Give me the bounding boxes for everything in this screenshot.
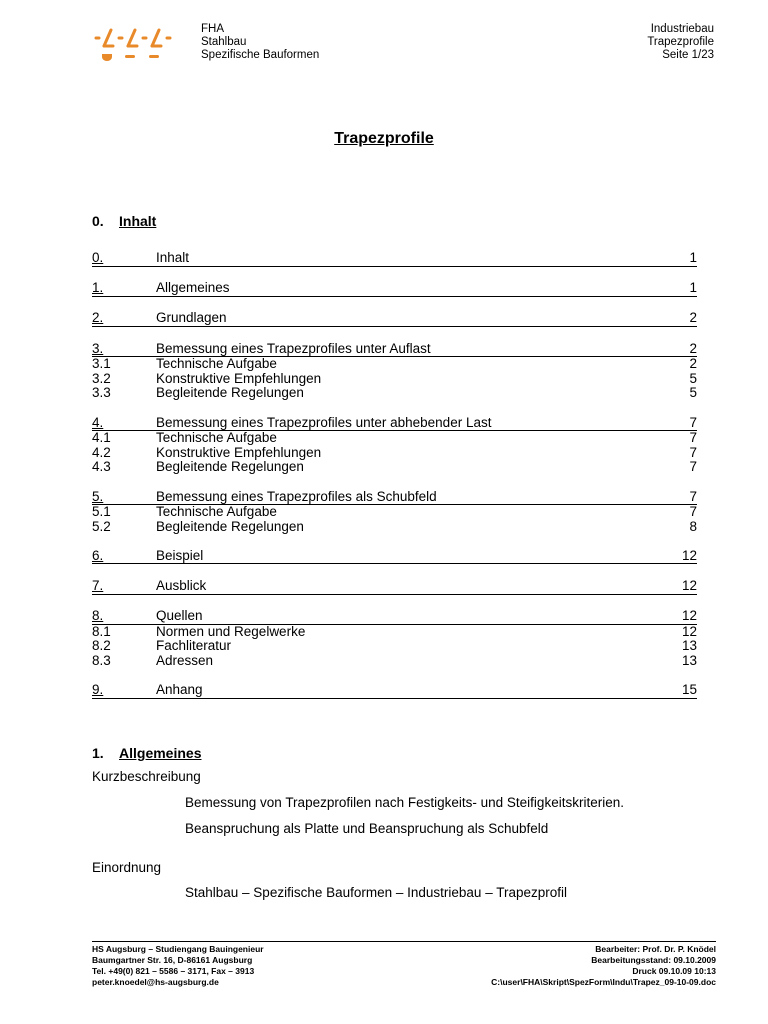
toc-entry[interactable] — [92, 579, 697, 595]
toc-entry[interactable] — [92, 683, 697, 699]
header-course: Spezifische Bauformen — [201, 49, 320, 61]
header-right — [647, 23, 714, 62]
toc-page: 1 — [689, 250, 697, 265]
kurzbeschreibung-line: Bemessung von Trapezprofilen nach Festigkeits- und Steifigkeitskriterien. — [185, 795, 624, 810]
toc-title: Quellen — [156, 608, 203, 624]
toc-number: 4.3 — [92, 459, 111, 475]
toc-page: 13 — [681, 653, 697, 669]
footer-right — [491, 944, 716, 988]
toc-title: Technische Aufgabe — [156, 356, 277, 372]
toc-page: 12 — [681, 623, 697, 639]
toc-number: 2. — [92, 310, 104, 326]
toc-entry[interactable] — [92, 416, 697, 432]
contents-heading-label: Inhalt — [119, 213, 157, 229]
table-of-contents — [92, 251, 697, 699]
section-1-heading — [92, 745, 201, 761]
toc-number: 9. — [92, 682, 104, 698]
document-title: Trapezprofile — [334, 130, 434, 147]
toc-number: 4. — [92, 414, 104, 430]
contents-heading — [92, 213, 156, 229]
institution-logo — [93, 24, 175, 64]
footer-address: Baumgartner Str. 16, D-86161 Augsburg — [92, 955, 253, 965]
footer-email[interactable]: peter.knoedel@hs-augsburg.de — [92, 977, 219, 987]
toc-entry[interactable] — [92, 311, 697, 327]
footer-phone: Tel. +49(0) 821 – 5586 – 3171, Fax – 3913 — [92, 966, 255, 976]
toc-number: 6. — [92, 547, 104, 563]
toc-subentry[interactable] — [92, 446, 697, 461]
toc-number: 5. — [92, 488, 104, 504]
contents-heading-number: 0. — [92, 213, 104, 229]
toc-title: Ausblick — [156, 578, 207, 594]
header-chapter: Industriebau — [650, 23, 714, 35]
toc-title: Bemessung eines Trapezprofiles als Schubfeld — [156, 488, 437, 504]
toc-subentry[interactable] — [92, 639, 697, 654]
toc-number: 5.1 — [92, 504, 111, 520]
toc-title: Konstruktive Empfehlungen — [156, 370, 322, 386]
toc-number: 8. — [92, 608, 104, 624]
toc-number: 5.2 — [92, 518, 111, 534]
toc-title: Allgemeines — [156, 280, 230, 296]
toc-entry[interactable] — [92, 342, 697, 358]
header-subject: Stahlbau — [201, 36, 247, 48]
toc-page: 7 — [689, 504, 697, 520]
footer-institution: HS Augsburg – Studiengang Bauingenieur — [92, 944, 264, 954]
header-left — [201, 23, 319, 62]
toc-number: 3. — [92, 340, 104, 356]
toc-title: Beispiel — [156, 547, 204, 563]
toc-entry[interactable] — [92, 609, 697, 625]
toc-title: Grundlagen — [156, 310, 227, 326]
header-institution: FHA — [201, 23, 224, 35]
toc-title: Begleitende Regelungen — [156, 385, 304, 401]
toc-page: 2 — [689, 310, 697, 326]
toc-title: Begleitende Regelungen — [156, 518, 304, 534]
toc-page: 7 — [689, 444, 697, 460]
einordnung-label: Einordnung — [92, 860, 162, 875]
toc-title: Bemessung eines Trapezprofiles unter Auflast — [156, 340, 431, 356]
toc-title: Fachliteratur — [156, 638, 232, 654]
toc-page: 7 — [689, 430, 697, 446]
toc-subentry[interactable] — [92, 625, 697, 640]
toc-title: Adressen — [156, 653, 214, 669]
toc-page: 13 — [681, 638, 697, 654]
toc-subentry[interactable] — [92, 431, 697, 446]
section-1-number: 1. — [92, 745, 104, 761]
toc-number: 3.3 — [92, 385, 111, 401]
toc-entry[interactable] — [92, 251, 697, 267]
toc-number: 1. — [92, 280, 104, 296]
toc-entry[interactable] — [92, 549, 697, 565]
toc-subentry[interactable] — [92, 505, 697, 520]
toc-title: Begleitende Regelungen — [156, 459, 304, 475]
toc-subentry[interactable] — [92, 654, 697, 669]
toc-title: Inhalt — [156, 250, 190, 265]
toc-page: 15 — [681, 682, 697, 698]
toc-subentry[interactable] — [92, 372, 697, 387]
toc-page: 5 — [689, 385, 697, 401]
toc-title: Konstruktive Empfehlungen — [156, 444, 322, 460]
einordnung-line: Stahlbau – Spezifische Bauformen – Industriebau – Trapezprofil — [185, 885, 567, 900]
footer-revision-date: Bearbeitungsstand: 09.10.2009 — [591, 955, 716, 965]
footer-left — [92, 944, 264, 988]
toc-page: 7 — [689, 459, 697, 475]
toc-subentry[interactable] — [92, 386, 697, 401]
toc-page: 7 — [689, 488, 697, 504]
toc-entry[interactable] — [92, 490, 697, 506]
toc-number: 4.1 — [92, 430, 111, 446]
toc-title: Anhang — [156, 682, 203, 698]
toc-title: Technische Aufgabe — [156, 430, 277, 446]
section-1-label: Allgemeines — [119, 745, 202, 761]
header-page-number: Seite 1/23 — [662, 49, 714, 61]
toc-entry[interactable] — [92, 281, 697, 297]
toc-page: 12 — [681, 547, 697, 563]
toc-title: Technische Aufgabe — [156, 504, 277, 520]
header-topic: Trapezprofile — [647, 36, 714, 48]
toc-number: 8.1 — [92, 623, 111, 639]
toc-number: 3.2 — [92, 370, 111, 386]
toc-title: Bemessung eines Trapezprofiles unter abhebender Last — [156, 414, 492, 430]
toc-number: 0. — [92, 250, 104, 265]
toc-page: 1 — [689, 280, 697, 296]
toc-page: 2 — [689, 340, 697, 356]
footer-divider — [92, 941, 716, 942]
toc-number: 7. — [92, 578, 104, 594]
footer-author: Bearbeiter: Prof. Dr. P. Knödel — [595, 944, 716, 954]
footer-file-path: C:\user\FHA\Skript\SpezForm\Indu\Trapez_09-10-09.doc — [491, 977, 716, 987]
toc-page: 5 — [689, 370, 697, 386]
toc-subentry[interactable] — [92, 460, 697, 475]
toc-page: 2 — [689, 356, 697, 372]
toc-number: 4.2 — [92, 444, 111, 460]
toc-number: 8.3 — [92, 653, 111, 669]
toc-subentry[interactable] — [92, 520, 697, 535]
toc-page: 8 — [689, 518, 697, 534]
kurzbeschreibung-line: Beanspruchung als Platte und Beanspruchung als Schubfeld — [185, 821, 549, 836]
footer-print-date: Druck 09.10.09 10:13 — [632, 966, 716, 976]
kurzbeschreibung-label: Kurzbeschreibung — [92, 769, 201, 784]
toc-page: 12 — [681, 608, 697, 624]
toc-title: Normen und Regelwerke — [156, 623, 306, 639]
toc-number: 3.1 — [92, 356, 111, 372]
toc-subentry[interactable] — [92, 357, 697, 372]
toc-number: 8.2 — [92, 638, 111, 654]
toc-page: 7 — [689, 414, 697, 430]
toc-page: 12 — [681, 578, 697, 594]
